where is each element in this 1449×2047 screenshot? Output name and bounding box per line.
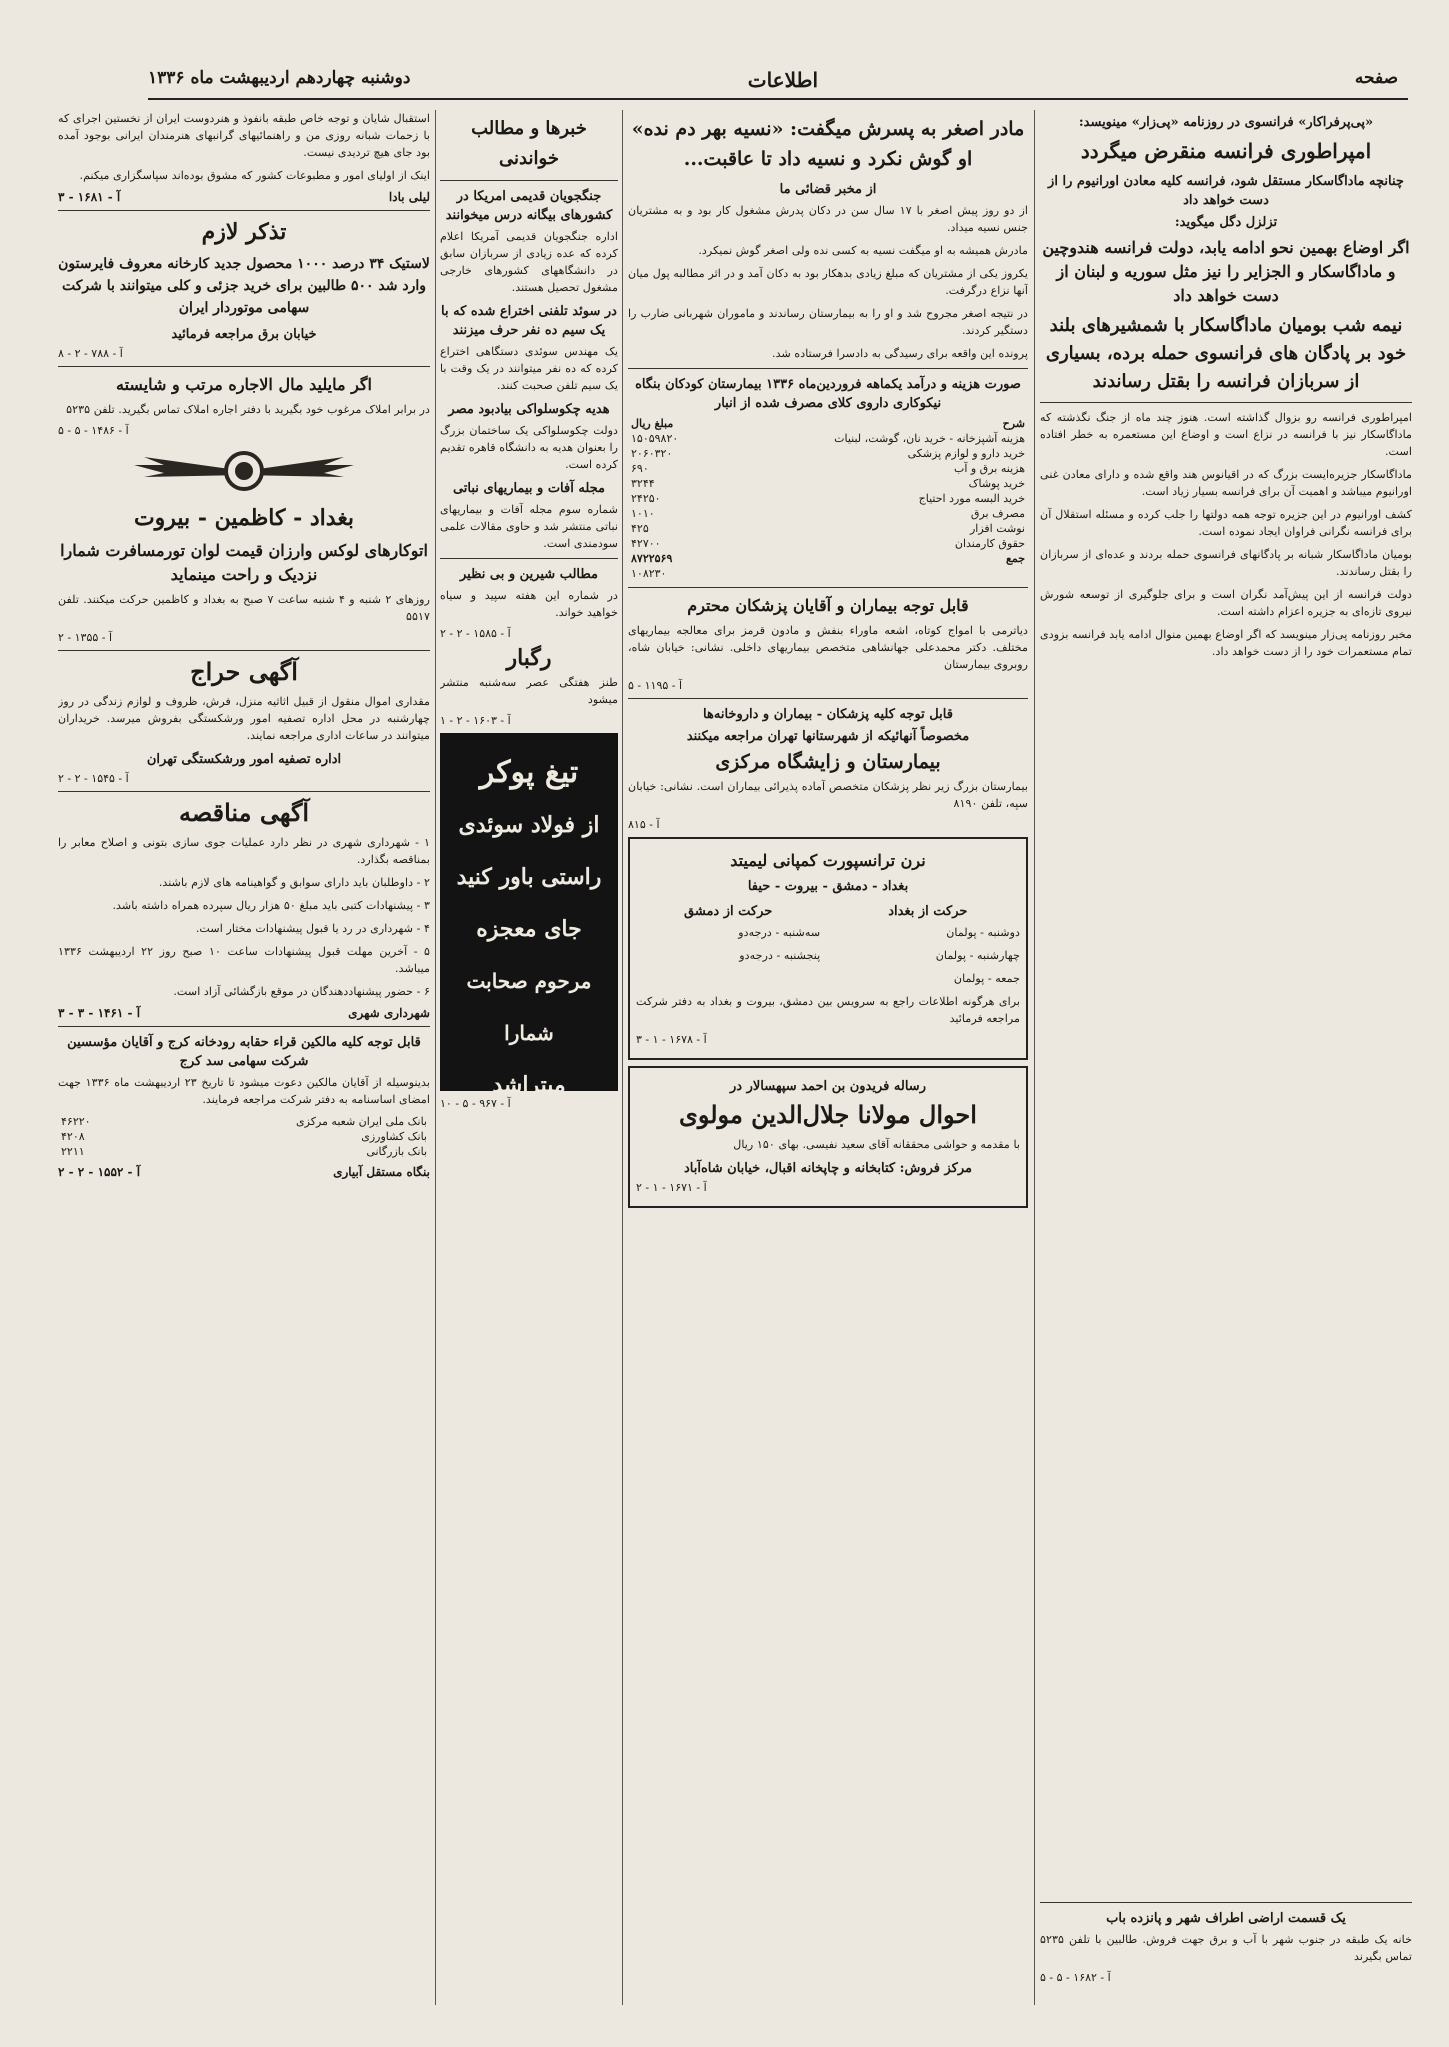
ad-ref: آ - ۱۱۹۵ - ۵ xyxy=(628,679,683,692)
row-label: حقوق کارمندان xyxy=(954,537,1025,550)
ad-title: قابل توجه کلیه پزشکان - بیماران و داروخانه‌ها xyxy=(703,707,953,722)
bank-value: ۴۶۲۲۰ xyxy=(61,1115,91,1128)
hospital-name: بیمارستان و زایشگاه مرکزی xyxy=(715,751,941,773)
book-intro: رساله فریدون بن احمد سپهسالار در xyxy=(730,1079,926,1094)
article-paragraph: پرونده این واقعه برای رسیدگی به دادسرا فرستاده شد. xyxy=(772,347,1028,360)
report-title: صورت هزینه و درآمد یکماهه فروردین‌ماه ۱۳۳۶ بیمارستان کودکان بنگاه نیکوکاری داروی کلای مصرف شده از انبار xyxy=(635,377,1021,411)
ad-body: دیاترمی با امواج کوتاه، اشعه ماوراء بنفش و مادون قرمز برای معالجه بیماریهای مختلف. دکتر محمدعلی جهانشاهی متخصص بیماریهای داخلی. نشانی: خیابان شاه، روبروی بیمارستان xyxy=(628,624,1028,671)
divider xyxy=(58,650,430,651)
book-sale: مرکز فروش: کتابخانه و چاپخانه اقبال، خیابان شاه‌آباد xyxy=(683,1161,973,1176)
tender-item: ۵ - آخرین مهلت قبول پیشنهادات ساعت ۱۰ صبح روز ۲۲ اردیبهشت ۱۳۳۶ میباشد. xyxy=(58,945,430,975)
table-row xyxy=(628,491,1028,506)
bank-value: ۴۲۰۸ xyxy=(61,1130,85,1143)
subheadline: تزلزل دگل میگوید: xyxy=(1174,215,1278,230)
notice-body: بدینوسیله از آقایان مالکین دعوت میشود تا تاریخ ۲۳ اردیبهشت ماه ۱۳۳۶ جهت امضای اساسنامه به دفتر شرکت مراجعه فرمایند. xyxy=(58,1076,430,1106)
page-label: صفحه xyxy=(1354,68,1398,88)
row-value: ۲۴۲۵۰ xyxy=(631,492,661,505)
table-row xyxy=(58,1144,430,1159)
article-paragraph: از دو روز پیش اصغر با ۱۷ سال سن در دکان پدرش مشغول کار بود و به مشتریان جنس نسیه میداد. xyxy=(628,204,1028,234)
bus-ad-title: بغداد - کاظمین - بیروت xyxy=(133,505,355,531)
article-paragraph: یکروز یکی از مشتریان که مبلغ زیادی بدهکار بود به دکان آمد و در اثر مطالبه پول میان آنها نزاع درگرفت. xyxy=(628,267,1028,297)
auction-body: مقداری اموال منقول از قبیل اثاثیه منزل، فرش، ظروف و لوازم زندگی در روز چهارشنبه در محل اداره تصفیه امور ورشکستگی بفروش میرسد. خریداران میتوانند در ساعات اداری مراجعه نمایند. xyxy=(58,695,430,742)
notice-paragraph: استقبال شایان و توجه خاص طبقه بانفوذ و هنردوست ایران از نخستین اجرای که با زحمات شبانه روزی من و راهنمائیهای گرانبهای هنرمندان ایرانی بوجود آمده بود جای هیچ تردیدی نیست. xyxy=(58,112,430,159)
table-total-row xyxy=(628,551,1028,566)
ad-ref: آ - ۸۱۵ xyxy=(628,818,660,831)
article-paragraph: بومیان ماداگاسکار شبانه بر پادگانهای فرانسوی حمله بردند و عده‌ای از سربازان را بقتل رساندند. xyxy=(1040,548,1412,578)
section-title: خبرها و مطالب خواندنی xyxy=(471,118,587,169)
divider xyxy=(440,558,618,559)
tender-item: ۶ - حضور پیشنهاددهندگان در موقع بازگشائی آزاد است. xyxy=(173,985,430,998)
article-paragraph: دولت فرانسه از این پیش‌آمد نگران است و برای جلوگیری از توسعه شورش نیروی تازه‌ای به جزیره اعزام داشته است. xyxy=(1040,588,1412,618)
ad-body: بیمارستان بزرگ زیر نظر پزشکان متخصص آماده پذیرائی بیماران است. نشانی: خیابان سپه، تلفن ۸۱۹۰ xyxy=(628,780,1028,810)
news-body: اداره جنگجویان قدیمی آمریکا اعلام کرده که عده زیادی از سربازان سابق در دانشگاههای کشورهای خارجی مشغول تحصیل هستند. xyxy=(440,230,618,294)
total-label: جمع xyxy=(1005,552,1025,565)
book-name: احوال مولانا جلال‌الدین مولوی xyxy=(679,1100,977,1129)
table-row xyxy=(58,1129,430,1144)
row-value: ۱۰۱۰ xyxy=(631,507,655,520)
schedule-day: دوشنبه - پولمان xyxy=(946,926,1020,939)
razor-ad-line: مرحوم صحابت شمارا xyxy=(466,969,592,1045)
schedule xyxy=(636,899,1020,993)
notice-title: قابل توجه کلیه مالکین قراء حقابه رودخانه کرج و آقایان مؤسسین شرکت سهامی سد کرج xyxy=(67,1035,421,1069)
tender-title: آگهی مناقصه xyxy=(178,798,310,827)
row-value: ۴۲۵ xyxy=(631,522,649,535)
divider xyxy=(628,587,1028,588)
bank-name: بانک بازرگانی xyxy=(366,1145,427,1158)
news-title: مجله آفات و بیماریهای نباتی xyxy=(452,481,606,496)
article-paragraph: در نتیجه اصغر مجروح شد و او را به بیمارستان رساندند و ماموران شهربانی ضارب را دستگیر کردند. xyxy=(628,307,1028,337)
news-body: در شماره این هفته سپید و سیاه خواهید خواند. xyxy=(440,589,618,619)
ad-title: تذکر لازم xyxy=(201,219,287,245)
page-header xyxy=(148,62,1408,100)
header-cell: شرح xyxy=(1002,417,1025,430)
schedule-damascus xyxy=(636,899,820,993)
tender-item: ۲ - داوطلبان باید دارای سوابق و گواهینامه های لازم باشند. xyxy=(158,876,430,889)
bank-name: بانک ملی ایران شعبه مرکزی xyxy=(296,1115,427,1128)
book-body: با مقدمه و حواشی محققانه آقای سعید نفیسی. بهای ۱۵۰ ریال xyxy=(733,1138,1020,1151)
winged-emblem-icon xyxy=(124,443,364,499)
byline: از مخبر قضائی ما xyxy=(779,182,877,197)
news-title: جنگجویان قدیمی امریکا در کشورهای بیگانه درس میخوانند xyxy=(445,189,613,223)
tender-item: ۴ - شهرداری در رد یا قبول پیشنهادات مختار است. xyxy=(195,922,430,935)
magazine-title: رگبار xyxy=(506,645,552,671)
divider xyxy=(1040,1902,1412,1903)
ad-ref: آ - ۱۴۶۱ - ۳ - ۳ xyxy=(58,1006,141,1020)
table-header xyxy=(628,416,1028,431)
razor-ad xyxy=(440,733,618,1098)
ad-ref: آ - ۱۶۷۱ - ۱ - ۲ xyxy=(636,1181,707,1194)
divider xyxy=(58,791,430,792)
schedule-day: سه‌شنبه - درجه‌دو xyxy=(738,926,821,939)
notice-footer xyxy=(58,190,430,204)
table-row xyxy=(628,521,1028,536)
ad-ref: آ - ۱۶۰۳ - ۲ - ۱ xyxy=(440,714,511,727)
book-ad xyxy=(628,1066,1028,1208)
ad-body: برای هرگونه اطلاعات راجع به سرویس بین دمشق، بیروت و بغداد به دفتر شرکت مراجعه فرمائید xyxy=(636,995,1020,1025)
razor-ad-line: از فولاد سوئدی xyxy=(458,812,600,838)
divider xyxy=(440,180,618,181)
cash-value: ۱۰۸۲۳۰ xyxy=(631,567,667,580)
header-cell: مبلغ ریال xyxy=(631,417,674,430)
column-divider xyxy=(622,110,623,2005)
land-sale-ad xyxy=(1040,1896,1412,1990)
table-row xyxy=(628,431,1028,446)
razor-ad-line: راستی باور کنید xyxy=(456,864,602,890)
table-row xyxy=(628,446,1028,461)
column-divider xyxy=(435,110,436,2005)
ad-body: در برابر املاک مرغوب خود بگیرید با دفتر اجاره املاک تماس بگیرید. تلفن ۵۲۳۵ xyxy=(66,403,430,416)
company-name: نرن ترانسپورت کمپانی لیمیتد xyxy=(730,851,926,870)
row-label: نوشت افزار xyxy=(969,522,1025,535)
newspaper-name: اطلاعات xyxy=(747,68,818,92)
row-value: ۳۲۴۴ xyxy=(631,477,655,490)
signature: بنگاه مستقل آبیاری xyxy=(333,1165,430,1179)
article-paragraph: کشف اورانیوم در این جزیره توجه همه دولتها را جلب کرده و مسئله استقلال آن برای فرانسه نگرانی فراوان ایجاد نموده است. xyxy=(1040,508,1412,538)
headline-credit: مادر اصغر به پسرش میگفت: «نسیه بهر دم نده» او گوش نکرد و نسیه داد تا عاقبت... xyxy=(631,118,1025,170)
row-value: ۶۹۰ xyxy=(631,462,649,475)
divider xyxy=(1040,402,1412,403)
table-row xyxy=(628,566,1028,581)
ad-address: خیابان برق مراجعه فرمائید xyxy=(171,327,317,342)
issue-date: دوشنبه چهاردهم اردیبهشت ماه ۱۳۳۶ xyxy=(148,68,411,88)
row-label: هزینه آشپزخانه - خرید نان، گوشت، لبنیات xyxy=(834,432,1025,445)
headline-france: امپراطوری فرانسه منقرض میگردد xyxy=(1080,139,1372,163)
row-value: ۱۵۰۵۹۸۲۰ xyxy=(631,432,679,445)
bank-table xyxy=(58,1114,430,1159)
article-paragraph: ماداگاسکار جزیره‌ایست بزرگ که در اقیانوس هند واقع شده و دارای معادن غنی اورانیوم میباشد و اهمیت آن برای فرانسه بسیار زیاد است. xyxy=(1040,468,1412,498)
divider xyxy=(58,1026,430,1027)
row-label: خرید البسه مورد احتیاج xyxy=(918,492,1025,505)
magazine-body: طنز هفتگی عصر سه‌شنبه منتشر میشود xyxy=(440,676,618,706)
column-france-article xyxy=(1040,110,1412,2010)
ad-ref: آ - ۱۴۸۶ - ۵ - ۵ xyxy=(58,424,129,437)
ad-ref: آ - ۱۵۴۵ - ۲ - ۲ xyxy=(58,772,129,785)
news-body: یک مهندس سوئدی دستگاهی اختراع کرده که ده نفر میتوانند در یک وقت با یک سیم تلفن صحبت کنند. xyxy=(440,345,618,392)
schedule-day: چهارشنبه - پولمان xyxy=(935,949,1020,962)
news-title: مطالب شیرین و بی نظیر xyxy=(459,567,599,582)
kicker: «پی‌پرفراکار» فرانسوی در روزنامه «پی‌زار» مینویسد: xyxy=(1078,115,1374,130)
divider xyxy=(58,210,430,211)
row-label: خرید دارو و لوازم پزشکی xyxy=(907,447,1025,460)
subheadline: چنانچه ماداگاسکار مستقل شود، فرانسه کلیه معادن اورانیوم را از دست خواهد داد xyxy=(1048,174,1404,208)
razor-ad-line: جای معجزه xyxy=(476,916,582,942)
column-divider xyxy=(1034,110,1035,2005)
divider xyxy=(58,366,430,367)
schedule-day: پنجشنبه - درجه‌دو xyxy=(739,949,821,962)
ad-title: اگر مایلید مال الاجاره مرتب و شایسته xyxy=(116,375,372,394)
tender-footer xyxy=(58,1006,430,1020)
row-label: خرید پوشاک xyxy=(968,477,1025,490)
total-value: ۸۷۲۲۵۶۹ xyxy=(631,552,673,565)
table-row xyxy=(58,1114,430,1129)
ad-ref: آ - ۱۵۵۲ - ۲ - ۲ xyxy=(58,1165,141,1179)
ad-ref: آ - ۱۳۵۵ - ۲ xyxy=(58,631,113,644)
ad-ref: آ - ۱۶۸۱ - ۳ xyxy=(58,190,121,204)
divider xyxy=(628,698,1028,699)
ad-title: یک قسمت اراضی اطراف شهر و پانزده باب xyxy=(1106,1911,1346,1926)
news-body: دولت چکوسلواکی یک ساختمان بزرگ را بعنوان هدیه به دانشگاه قاهره تقدیم کرده است. xyxy=(440,424,618,471)
column-news xyxy=(440,110,618,2010)
ad-body: روزهای ۲ شنبه و ۴ شنبه ساعت ۷ صبح به بغداد و کاظمین حرکت میکنند. تلفن ۵۵۱۷ xyxy=(58,593,430,623)
article-paragraph: مادرش همیشه به او میگفت نسیه به کسی نده ولی اصغر گوش نمیکرد. xyxy=(698,244,1028,257)
article-paragraph: امپراطوری فرانسه رو بزوال گذاشته است. هنوز چند ماه از جنگ نگذشته که ماداگاسکار نیز با فرانسه در نزاع است و اوضاع این مستعمره به خطر افتاده است. xyxy=(1040,411,1412,458)
schedule-baghdad xyxy=(836,899,1020,993)
table-row xyxy=(628,461,1028,476)
table-row xyxy=(628,506,1028,521)
bank-value: ۲۲۱۱ xyxy=(61,1145,85,1158)
schedule-title: حرکت از دمشق xyxy=(684,904,773,919)
ad-ref: آ - ۱۵۸۵ - ۲ - ۲ xyxy=(440,627,511,640)
column-middle xyxy=(628,110,1028,2010)
ad-title: قابل توجه بیماران و آقایان پزشکان محترم xyxy=(687,596,969,615)
news-title: هدیه چکوسلواکی بیادبود مصر xyxy=(448,402,610,417)
razor-ad-line: تیغ پوکر xyxy=(479,755,579,790)
bank-name: بانک کشاورزی xyxy=(361,1130,427,1143)
row-value: ۲۰۶۰۳۲۰ xyxy=(631,447,673,460)
ad-ref: آ - ۷۸۸ - ۲ - ۸ xyxy=(58,347,123,360)
row-value: ۴۲۷۰۰ xyxy=(631,537,661,550)
subheadline: اگر اوضاع بهمین نحو ادامه یابد، دولت فرانسه هندوچین و ماداگاسکار و الجزایر را نیز مثل سوریه و لبنان از دست خواهد داد xyxy=(1042,238,1410,305)
row-label: هزینه برق و آب xyxy=(953,462,1025,475)
table-row xyxy=(628,536,1028,551)
tender-item: ۱ - شهرداری شهری در نظر دارد عملیات جوی سازی بتونی و اصلاح معابر را بمناقصه بگذارد. xyxy=(58,836,430,866)
signature: شهرداری شهری xyxy=(348,1006,430,1020)
ad-ref: آ - ۱۶۷۸ - ۱ - ۳ xyxy=(636,1033,707,1046)
bus-ad-sub: اتوکارهای لوکس وارزان قیمت لوان تورمسافرت شمارا نزدیک و راحت مینماید xyxy=(60,541,428,584)
transport-ad xyxy=(628,837,1028,1060)
subheadline-attack: نیمه شب بومیان ماداگاسکار با شمشیرهای بلند خود بر پادگان های فرانسوی حمله برده، بسیاری از سربازان فرانسه را بقتل رساندند xyxy=(1045,315,1407,392)
auction-sign: اداره تصفیه امور ورشکستگی تهران xyxy=(146,752,342,767)
ad-body: خانه یک طبقه در جنوب شهر با آب و برق جهت فروش. طالبین با تلفن ۵۲۳۵ تماس بگیرند xyxy=(1040,1933,1412,1963)
route: بغداد - دمشق - بیروت - حیفا xyxy=(747,879,909,894)
table-row xyxy=(628,476,1028,491)
schedule-day: جمعه - پولمان xyxy=(953,972,1020,985)
news-body: شماره سوم مجله آفات و بیماریهای نباتی منتشر شد و حاوی مقالات علمی سودمندی است. xyxy=(440,503,618,550)
expense-table xyxy=(628,416,1028,581)
row-label: مصرف برق xyxy=(970,507,1025,520)
article-paragraph: مخبر روزنامه پی‌زار مینویسد که اگر اوضاع بهمین منوال ادامه یابد فرانسه بزودی تمام مستعمرات خود را از دست خواهد داد. xyxy=(1040,628,1412,658)
ad-ref: آ - ۹۶۷ - ۵ - ۱۰ xyxy=(440,1097,511,1110)
ad-subtitle: مخصوصاً آنهائیکه از شهرستانها تهران مراجعه میکنند xyxy=(686,729,970,744)
ad-body: لاستیک ۳۴ درصد ۱۰۰۰ محصول جدید کارخانه معروف فایرستون وارد شد ۵۰۰ طالبین برای خرید جزئی و کلی میتوانند با شرکت سهامی موتوردار ایران xyxy=(58,256,430,316)
notice-footer xyxy=(58,1165,430,1179)
notice-paragraph: اینک از اولیای امور و مطبوعات کشور که مشوق بوده‌اند سپاسگزاری میکنم. xyxy=(79,169,430,182)
ad-ref: آ - ۱۶۸۲ - ۵ - ۵ xyxy=(1040,1971,1111,1984)
schedule-title: حرکت از بغداد xyxy=(888,904,968,919)
signature: لیلی بادا xyxy=(388,190,430,204)
tender-item: ۳ - پیشنهادات کتبی باید مبلغ ۵۰ هزار ریال سپرده همراه داشته باشد. xyxy=(112,899,430,912)
auction-title: آگهی حراج xyxy=(190,657,298,686)
divider xyxy=(628,368,1028,369)
column-ads xyxy=(58,110,430,2010)
news-title: در سوئد تلفنی اختراع شده که با یک سیم ده نفر حرف میزنند xyxy=(441,304,617,338)
razor-ad-line: میتراشد xyxy=(492,1072,566,1098)
